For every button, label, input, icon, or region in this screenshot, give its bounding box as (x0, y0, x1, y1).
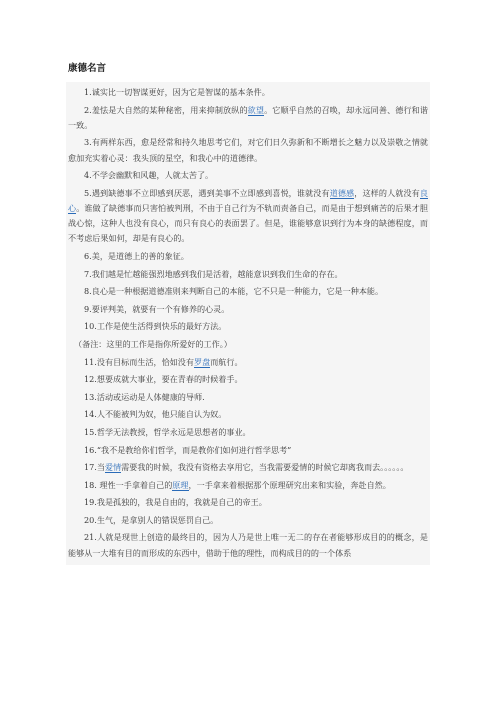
quote-14: 14.人不能被判为奴，他只能自认为奴。 (84, 409, 227, 420)
quote-15: 15.哲学无法教授，哲学永远是思想者的事业。 (84, 426, 251, 437)
quote-13: 13.活动或运动是人体健康的导师. (84, 391, 205, 402)
link-principle[interactable]: 原理 (172, 479, 189, 490)
link-love[interactable]: 爱情 (104, 462, 122, 473)
link-conscience[interactable]: 良心 (68, 187, 428, 213)
quote-2: 2.羞怯是大自然的某种秘密，用来抑制放纵的欲望。它顺乎自然的召唤，却永远同善、德行和谐一致。 (68, 104, 428, 130)
quote-16: 16.“我不是教给你们哲学，而是教你们如何进行哲学思考” (84, 444, 292, 455)
quote-3: 3.有两样东西，愈是经常和持久地思考它们，对它们日久弥新和不断增长之魅力以及崇敬之情就愈加充实着心灵：我头顶的星空，和我心中的道德律。 (68, 137, 428, 163)
quote-8: 8.良心是一种根据道德准则来判断自己的本能，它不只是一种能力，它是一种本能。 (84, 286, 384, 297)
link-desire[interactable]: 欲望 (247, 104, 265, 115)
quote-7: 7.我们越是忙越能强烈地感到我们是活着，越能意识到我们生命的存在。 (84, 268, 343, 279)
quote-11: 11.没有目标而生活，恰如没有罗盘而航行。 (84, 356, 243, 367)
quote-20: 20.生气，是拿别人的错误惩罚自己。 (84, 514, 219, 525)
quote-12: 12.想要成就大事业，要在青春的时候着手。 (84, 374, 243, 385)
quote-17: 17.当爱情需要我的时候，我没有资格去享用它，当我需要爱情的时候它却离我而去。。。。。。 (84, 462, 409, 473)
document-page (66, 60, 430, 565)
link-compass[interactable]: 罗盘 (194, 356, 211, 367)
quote-19: 19.我是孤独的，我是自由的，我就是自己的帝王。 (84, 497, 267, 508)
quote-10: 10.工作是使生活得到快乐的最好方法。 (84, 321, 227, 332)
quote-4: 4.不学会幽默和风趣，人就太苦了。 (84, 170, 214, 181)
quotes-panel (66, 82, 430, 565)
quote-6: 6.美，是道德上的善的象征。 (84, 250, 189, 261)
link-moral-sense[interactable]: 道德感 (329, 187, 355, 198)
quote-10-note: （备注：这里的工作是指你所爱好的工作。） (74, 338, 232, 349)
quote-21: 21.人就是现世上创造的最终目的，因为人乃是世上唯一无二的存在者能够形成目的的概念，是能够从一大堆有目的而形成的东西中，借助于他的理性，而构成目的的一个体系 (68, 532, 428, 558)
page-title: 康德名言 (68, 63, 107, 74)
quote-5: 5.遇到缺德事不立即感到厌恶，遇到美事不立即感到喜悦，谁就没有道德感，这样的人就没有良心。谁做了缺德事而只害怕被判刑，不由于自己行为不轨而责备自己，而是由于想到痛苦的后果才胆战心惊，这种人也没有良心，而只有良心的表面罢了。但是，谁能够意识到行为本身的缺德程度，而不考虑后果如何，却是有良心的。 (68, 187, 428, 244)
quote-9: 9.要评判美，就要有一个有修养的心灵。 (84, 303, 230, 314)
quote-18: 18. 理性一手拿着自己的原理，一手拿来着根据那个原理研究出来和实验，奔赴自然。 (84, 479, 391, 490)
quote-1: 1.诚实比一切智谋更好，因为它是智谋的基本条件。 (84, 87, 270, 97)
